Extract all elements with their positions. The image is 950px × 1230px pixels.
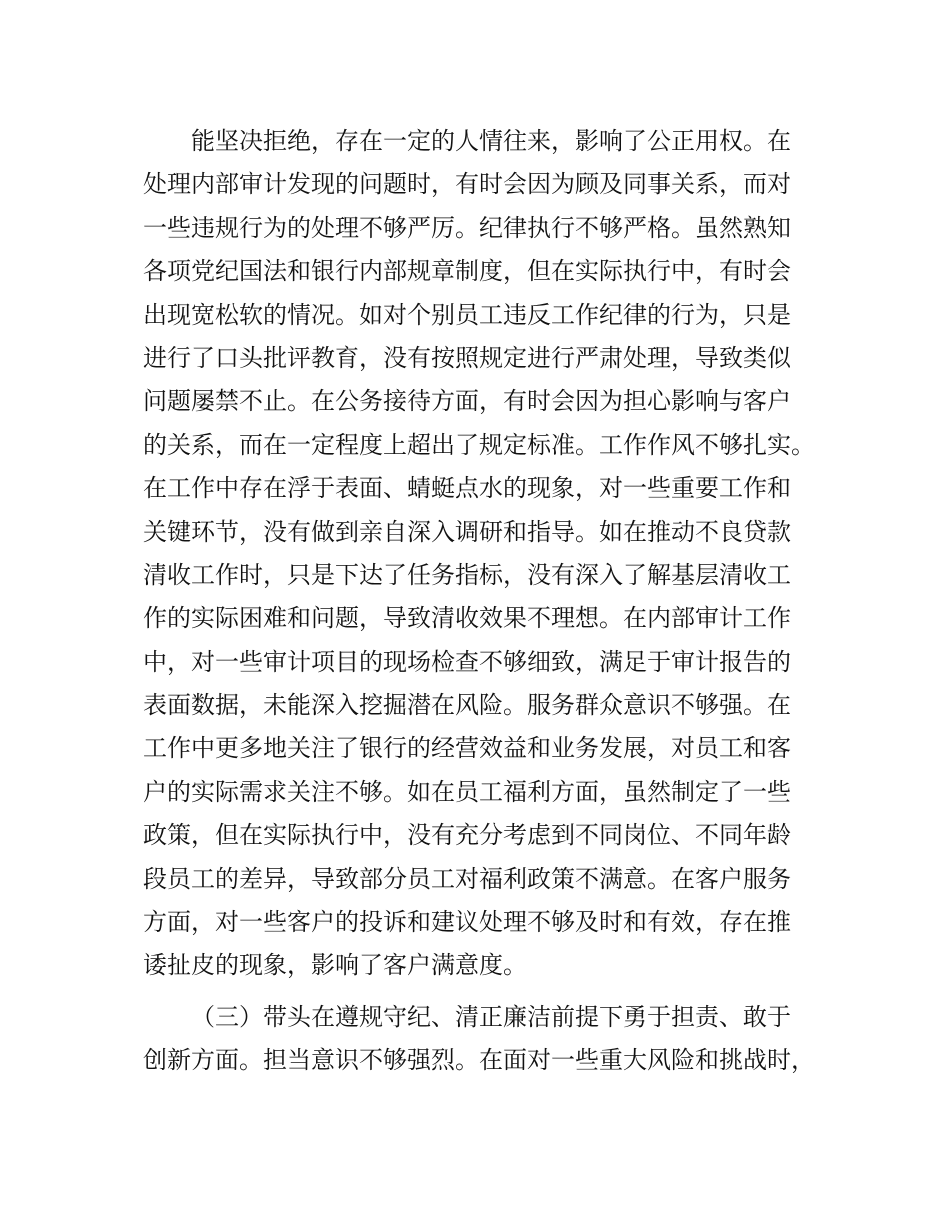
text-line: 清收工作时，只是下达了任务指标，没有深入了解基层清收工 (143, 560, 791, 589)
text-line: 诿扯皮的现象，影响了客户满意度。 (143, 951, 527, 980)
text-line: 段员工的差异，导致部分员工对福利政策不满意。在客户服务 (143, 864, 791, 893)
text-line: （三）带头在遵规守纪、清正廉洁前提下勇于担责、敢于 (191, 1002, 791, 1031)
text-line: 一些违规行为的处理不够严厉。纪律执行不够严格。虽然熟知 (143, 213, 791, 242)
text-line: 中，对一些审计项目的现场检查不够细致，满足于审计报告的 (143, 647, 791, 676)
text-line: 创新方面。担当意识不够强烈。在面对一些重大风险和挑战时， (143, 1046, 815, 1075)
text-line: 关键环节，没有做到亲自深入调研和指导。如在推动不良贷款 (143, 517, 791, 546)
text-line: 方面，对一些客户的投诉和建议处理不够及时和有效，存在推 (143, 908, 791, 937)
text-line: 户的实际需求关注不够。如在员工福利方面，虽然制定了一些 (143, 777, 791, 806)
text-line: 处理内部审计发现的问题时，有时会因为顾及同事关系，而对 (143, 170, 791, 199)
paragraph (143, 996, 843, 1083)
text-line: 出现宽松软的情况。如对个别员工违反工作纪律的行为，只是 (143, 300, 791, 329)
text-line: 工作中更多地关注了银行的经营效益和业务发展，对员工和客 (143, 734, 791, 763)
body-text (143, 120, 843, 1083)
text-line: 的关系，而在一定程度上超出了规定标准。工作作风不够扎实。 (143, 430, 815, 459)
text-line: 各项党纪国法和银行内部规章制度，但在实际执行中，有时会 (143, 257, 791, 286)
text-line: 表面数据，未能深入挖掘潜在风险。服务群众意识不够强。在 (143, 691, 791, 720)
text-line: 政策，但在实际执行中，没有充分考虑到不同岗位、不同年龄 (143, 821, 791, 850)
text-line: 在工作中存在浮于表面、蜻蜓点水的现象，对一些重要工作和 (143, 474, 791, 503)
text-line: 进行了口头批评教育，没有按照规定进行严肃处理，导致类似 (143, 343, 791, 372)
paragraph (143, 120, 843, 988)
text-line: 问题屡禁不止。在公务接待方面，有时会因为担心影响与客户 (143, 387, 791, 416)
text-line: 能坚决拒绝，存在一定的人情往来，影响了公正用权。在 (191, 127, 791, 155)
paragraph-spacer (143, 988, 843, 996)
text-line: 作的实际困难和问题，导致清收效果不理想。在内部审计工作 (143, 604, 791, 633)
